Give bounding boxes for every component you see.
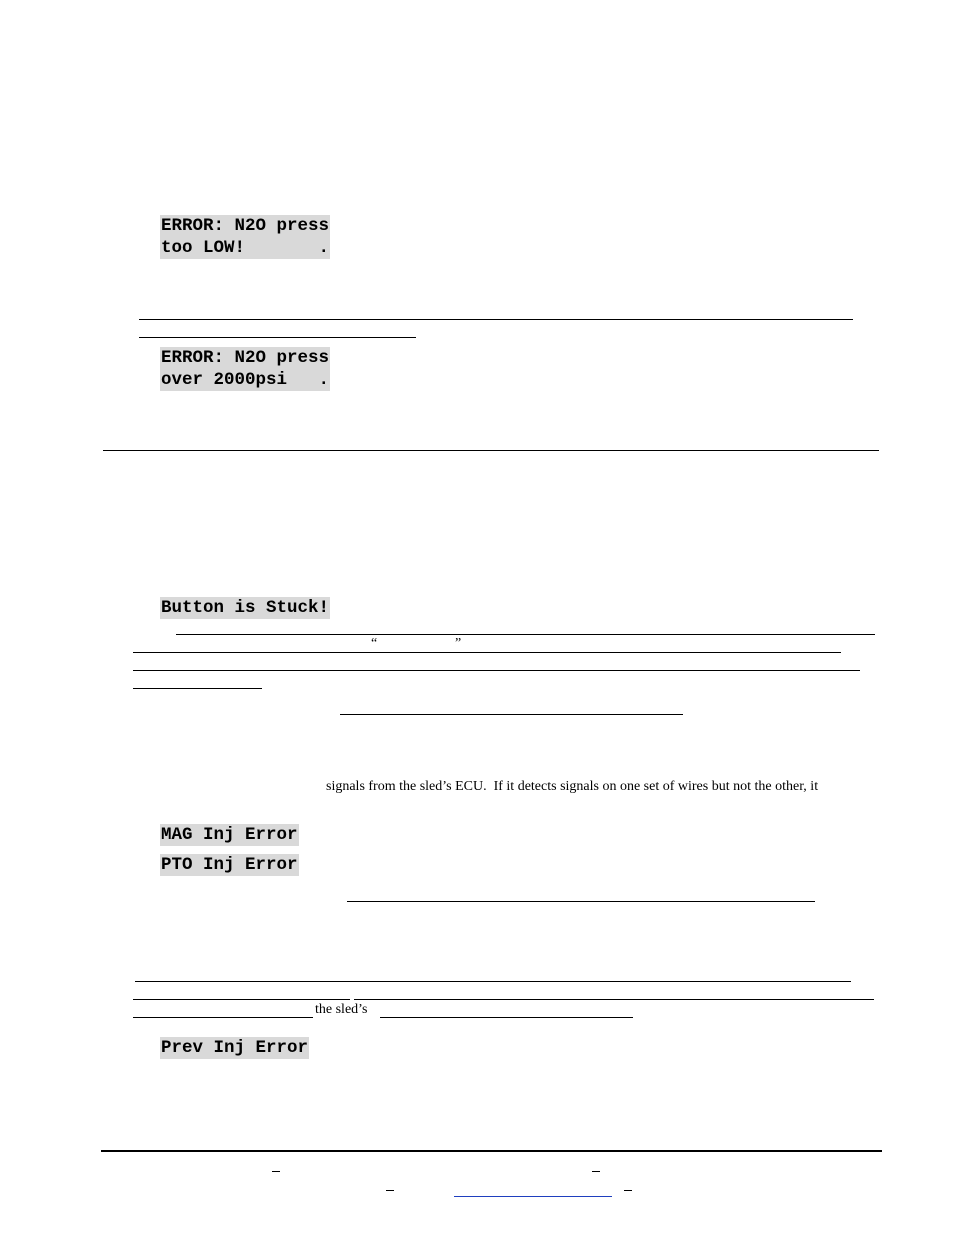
lcd-mag-inj-error xyxy=(160,824,299,846)
text-underline xyxy=(380,1017,633,1018)
text-underline xyxy=(133,670,860,671)
lcd-n2o-low xyxy=(160,215,330,259)
lcd-line: ERROR: N2O press xyxy=(161,348,330,368)
lcd-line: over 2000psi . xyxy=(161,370,330,390)
text-underline xyxy=(135,981,851,982)
injector-signals-text: signals from the sled’s ECU. If it detects signals on one set of wires but not the other, it xyxy=(326,779,819,794)
text-underline xyxy=(133,1017,313,1018)
text-underline xyxy=(347,901,815,902)
text-underline xyxy=(139,319,853,320)
footer-dash xyxy=(386,1190,394,1191)
footer-link-underline[interactable] xyxy=(454,1196,612,1197)
sleds-text: the sled’s xyxy=(315,1002,368,1017)
text-underline xyxy=(176,634,875,635)
section-divider xyxy=(103,450,879,451)
footer-dash xyxy=(624,1190,632,1191)
lcd-line: ERROR: N2O press xyxy=(161,216,330,236)
lcd-line: Button is Stuck! xyxy=(161,598,330,618)
text-underline xyxy=(133,999,350,1000)
text-underline xyxy=(354,999,874,1000)
lcd-line: Prev Inj Error xyxy=(161,1038,309,1058)
quote-open: “ xyxy=(371,636,378,651)
lcd-line: MAG Inj Error xyxy=(161,825,298,845)
text-underline xyxy=(340,714,683,715)
lcd-line: PTO Inj Error xyxy=(161,855,298,875)
text-underline xyxy=(139,337,416,338)
lcd-button-stuck xyxy=(160,597,330,619)
text-underline xyxy=(133,688,262,689)
footer-rule xyxy=(101,1150,882,1152)
quote-close: ” xyxy=(455,636,462,651)
footer-dash xyxy=(592,1171,600,1172)
lcd-n2o-high xyxy=(160,347,330,391)
lcd-line: too LOW! . xyxy=(161,238,330,258)
text-underline xyxy=(133,652,841,653)
lcd-pto-inj-error xyxy=(160,854,299,876)
footer-dash xyxy=(272,1171,280,1172)
lcd-prev-inj-error xyxy=(160,1037,309,1059)
